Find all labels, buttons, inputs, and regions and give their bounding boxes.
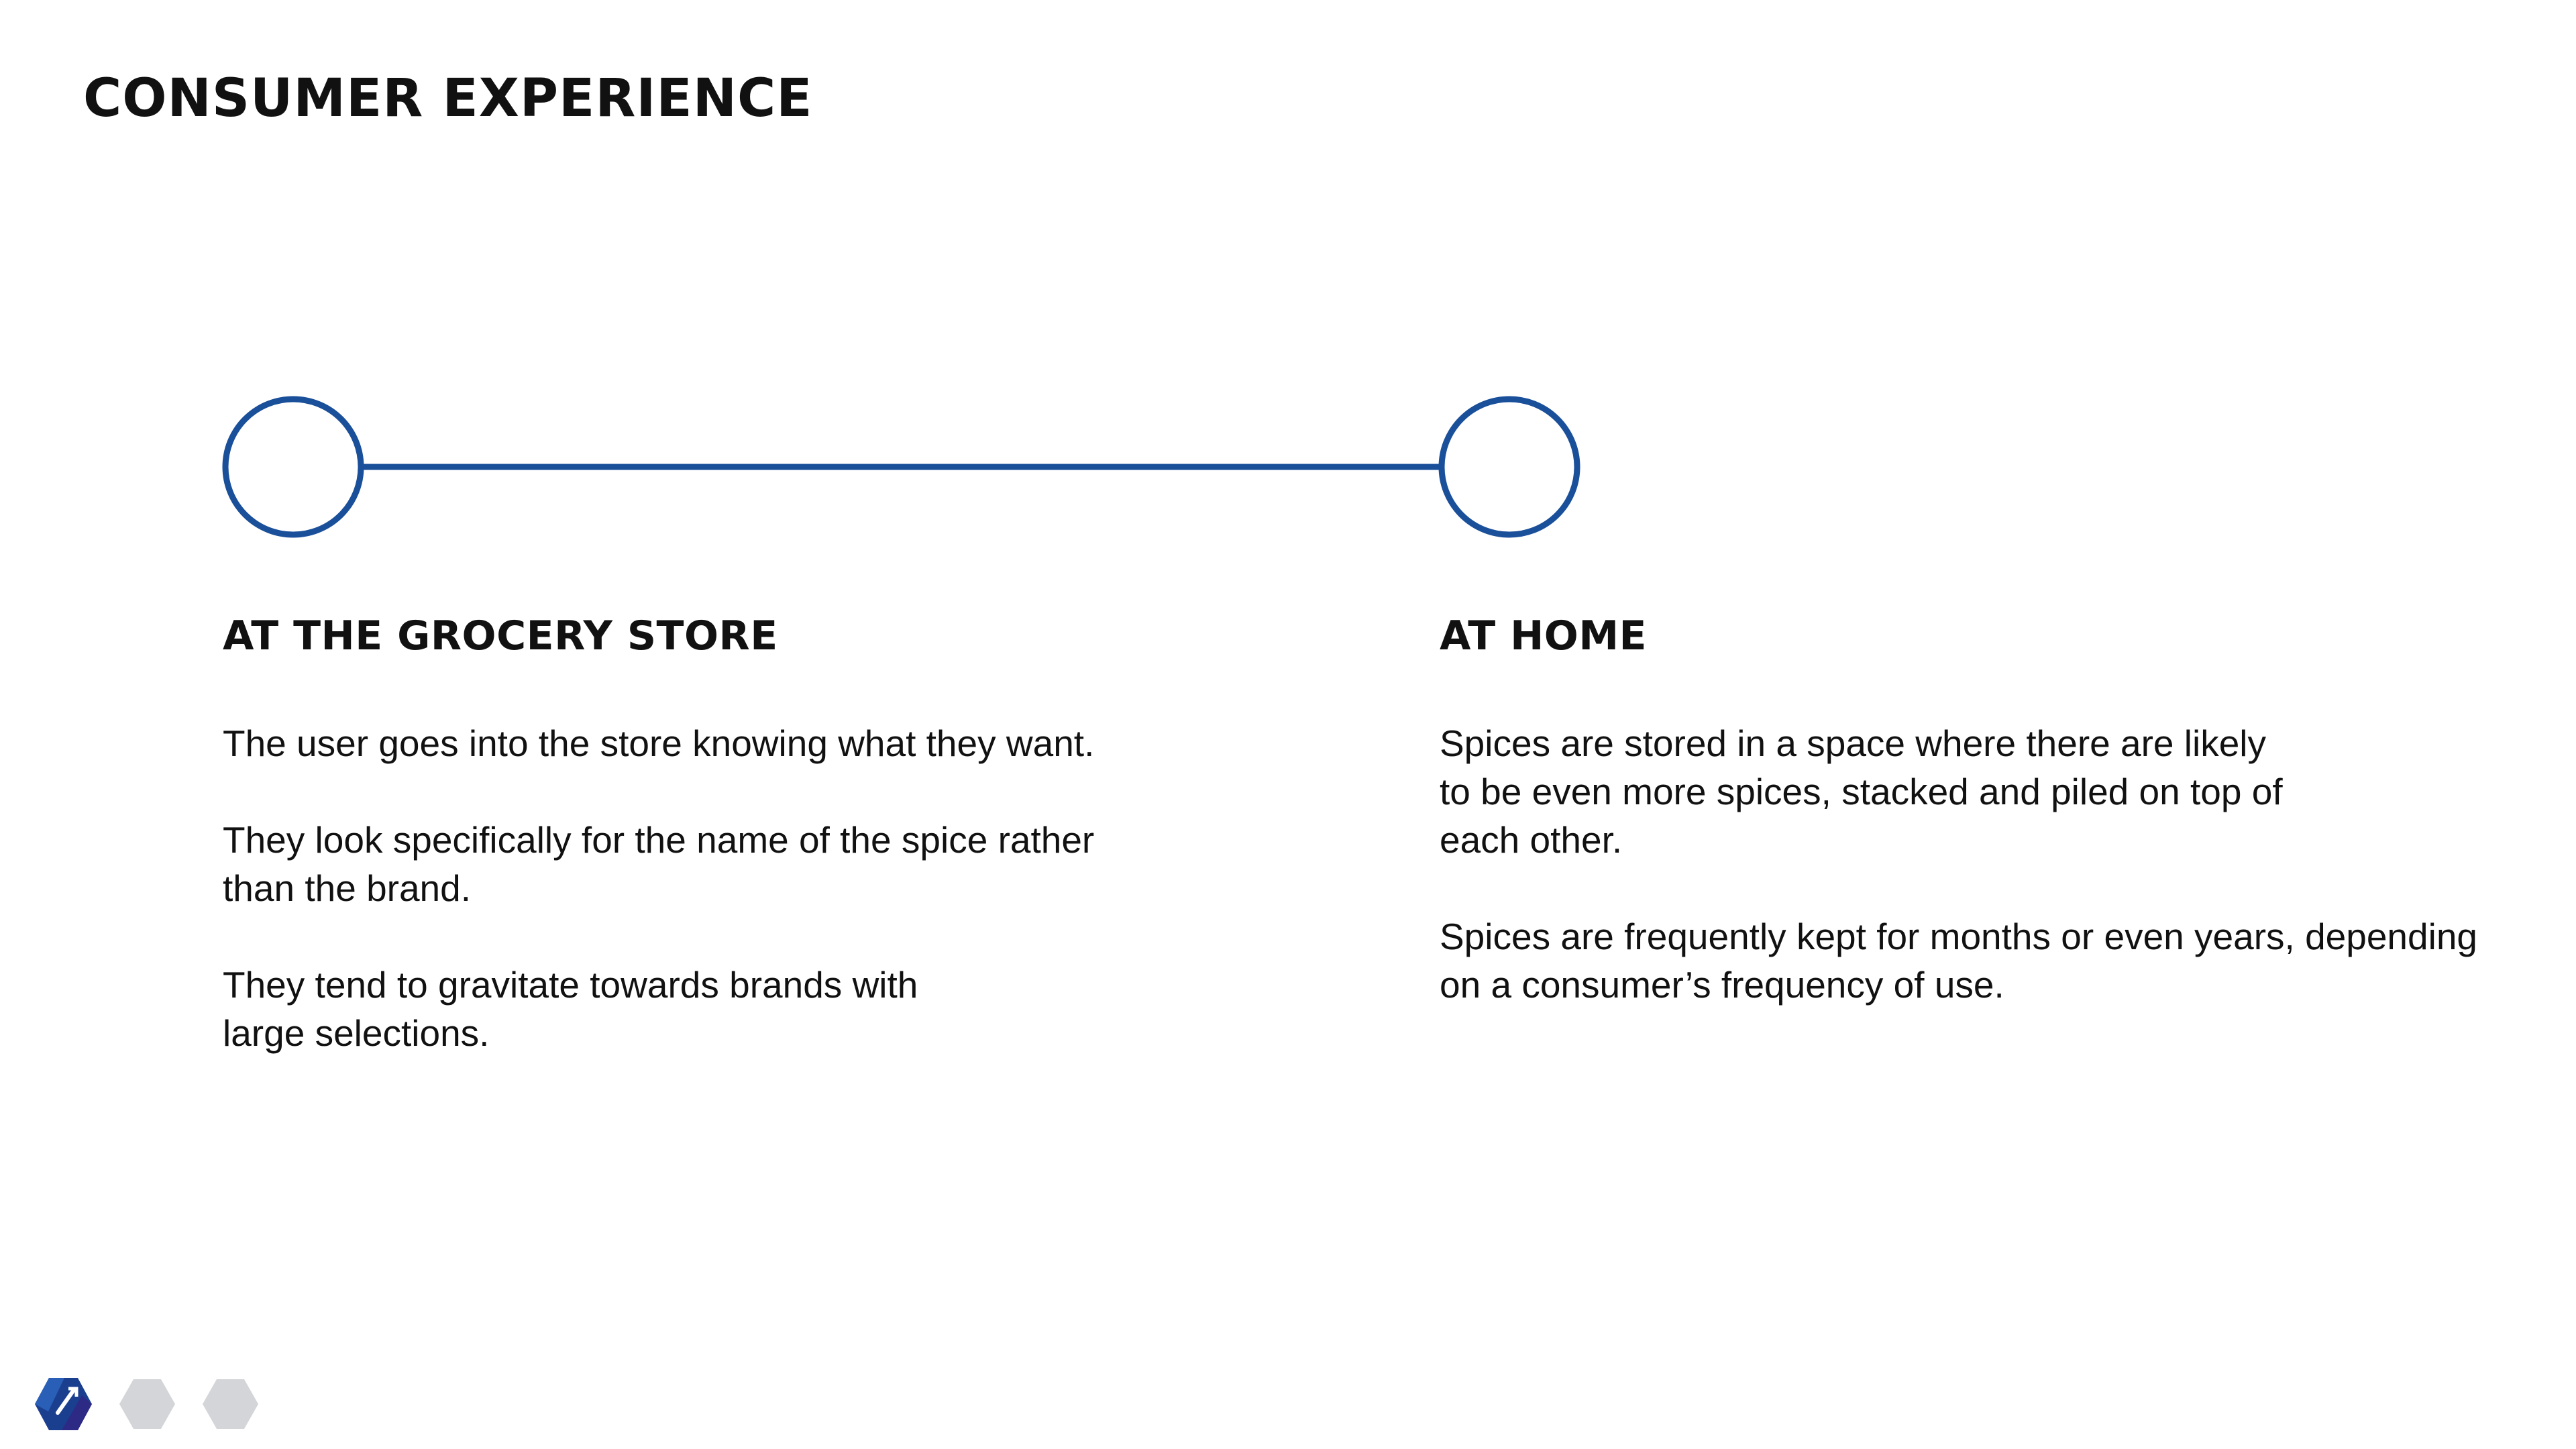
timeline-node-grocery-store <box>225 399 361 535</box>
page-title: CONSUMER EXPERIENCE <box>83 68 813 129</box>
section-heading-home: AT HOME <box>1440 612 1648 659</box>
timeline-node-home <box>1442 399 1577 535</box>
section-heading-grocery-store: AT THE GROCERY STORE <box>223 612 778 659</box>
hexagon-logo-icon[interactable] <box>35 1378 92 1430</box>
stage-grocery-store <box>223 612 1122 1106</box>
stage-home <box>1440 612 2513 1057</box>
paragraph: The user goes into the store knowing what they want. <box>223 722 1095 764</box>
paragraph: They look specifically for the name of the spice rather than the brand. <box>223 819 1095 909</box>
page-indicator-dot[interactable] <box>119 1379 175 1429</box>
paragraph: Spices are frequently kept for months or even years, depending on a consumer’s frequency of use. <box>1440 916 2478 1006</box>
paragraph: Spices are stored in a space where there are likely to be even more spices, stacked and piled on top of each other. <box>1440 722 2283 861</box>
home-description <box>1440 719 2513 1009</box>
page-indicator-dot[interactable] <box>203 1379 258 1429</box>
grocery-store-description <box>223 719 1122 1057</box>
page-indicator-group <box>35 1374 276 1434</box>
paragraph: They tend to gravitate towards brands with large selections. <box>223 964 918 1054</box>
timeline-graphic <box>0 0 2576 671</box>
